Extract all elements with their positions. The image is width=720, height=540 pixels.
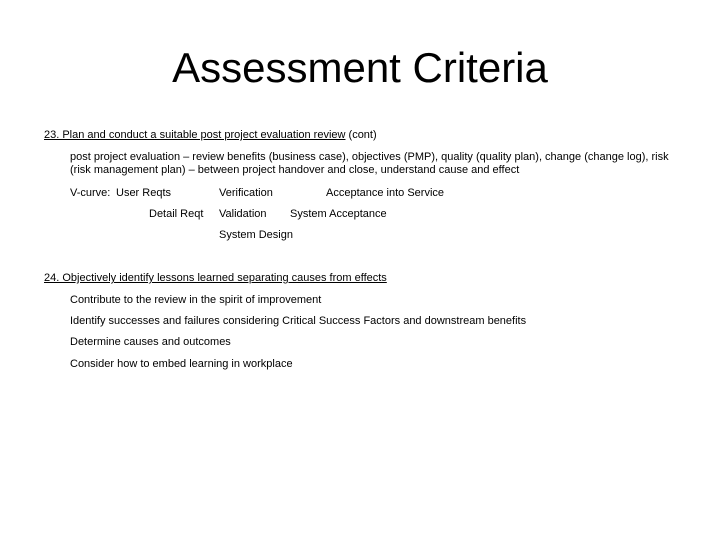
section-23-paragraph: post project evaluation – review benefits (business case), objectives (PMP), quality (quality plan), change (change log), risk (risk management plan) – between project handover and close, understand cause and effect [70,151,669,176]
section-24-item: Determine causes and outcomes [70,336,231,348]
vcurve-label: V-curve: [70,187,111,199]
section-23-heading-suffix: (cont) [345,129,377,141]
section-23-heading [44,129,377,142]
vcurve-detail-reqt: Detail Reqt [149,208,204,220]
section-23-heading-text: 23. Plan and conduct a suitable post project evaluation review [44,129,346,141]
section-24-heading-text: 24. Objectively identify lessons learned separating causes from effects [44,272,387,284]
vcurve-validation: Validation [219,208,267,220]
section-24-item: Consider how to embed learning in workplace [70,358,293,370]
section-24-item: Contribute to the review in the spirit of improvement [70,294,322,306]
vcurve-system-acceptance: System Acceptance [290,208,387,220]
vcurve-verification: Verification [219,187,273,199]
vcurve-acceptance-into-service: Acceptance into Service [326,187,445,199]
slide-title: Assessment Criteria [172,44,548,91]
vcurve-system-design: System Design [219,229,293,241]
section-24-item: Identify successes and failures considering Critical Success Factors and downstream benefits [70,315,527,327]
vcurve-user-reqts: User Reqts [116,187,172,199]
section-24-heading [44,272,387,285]
